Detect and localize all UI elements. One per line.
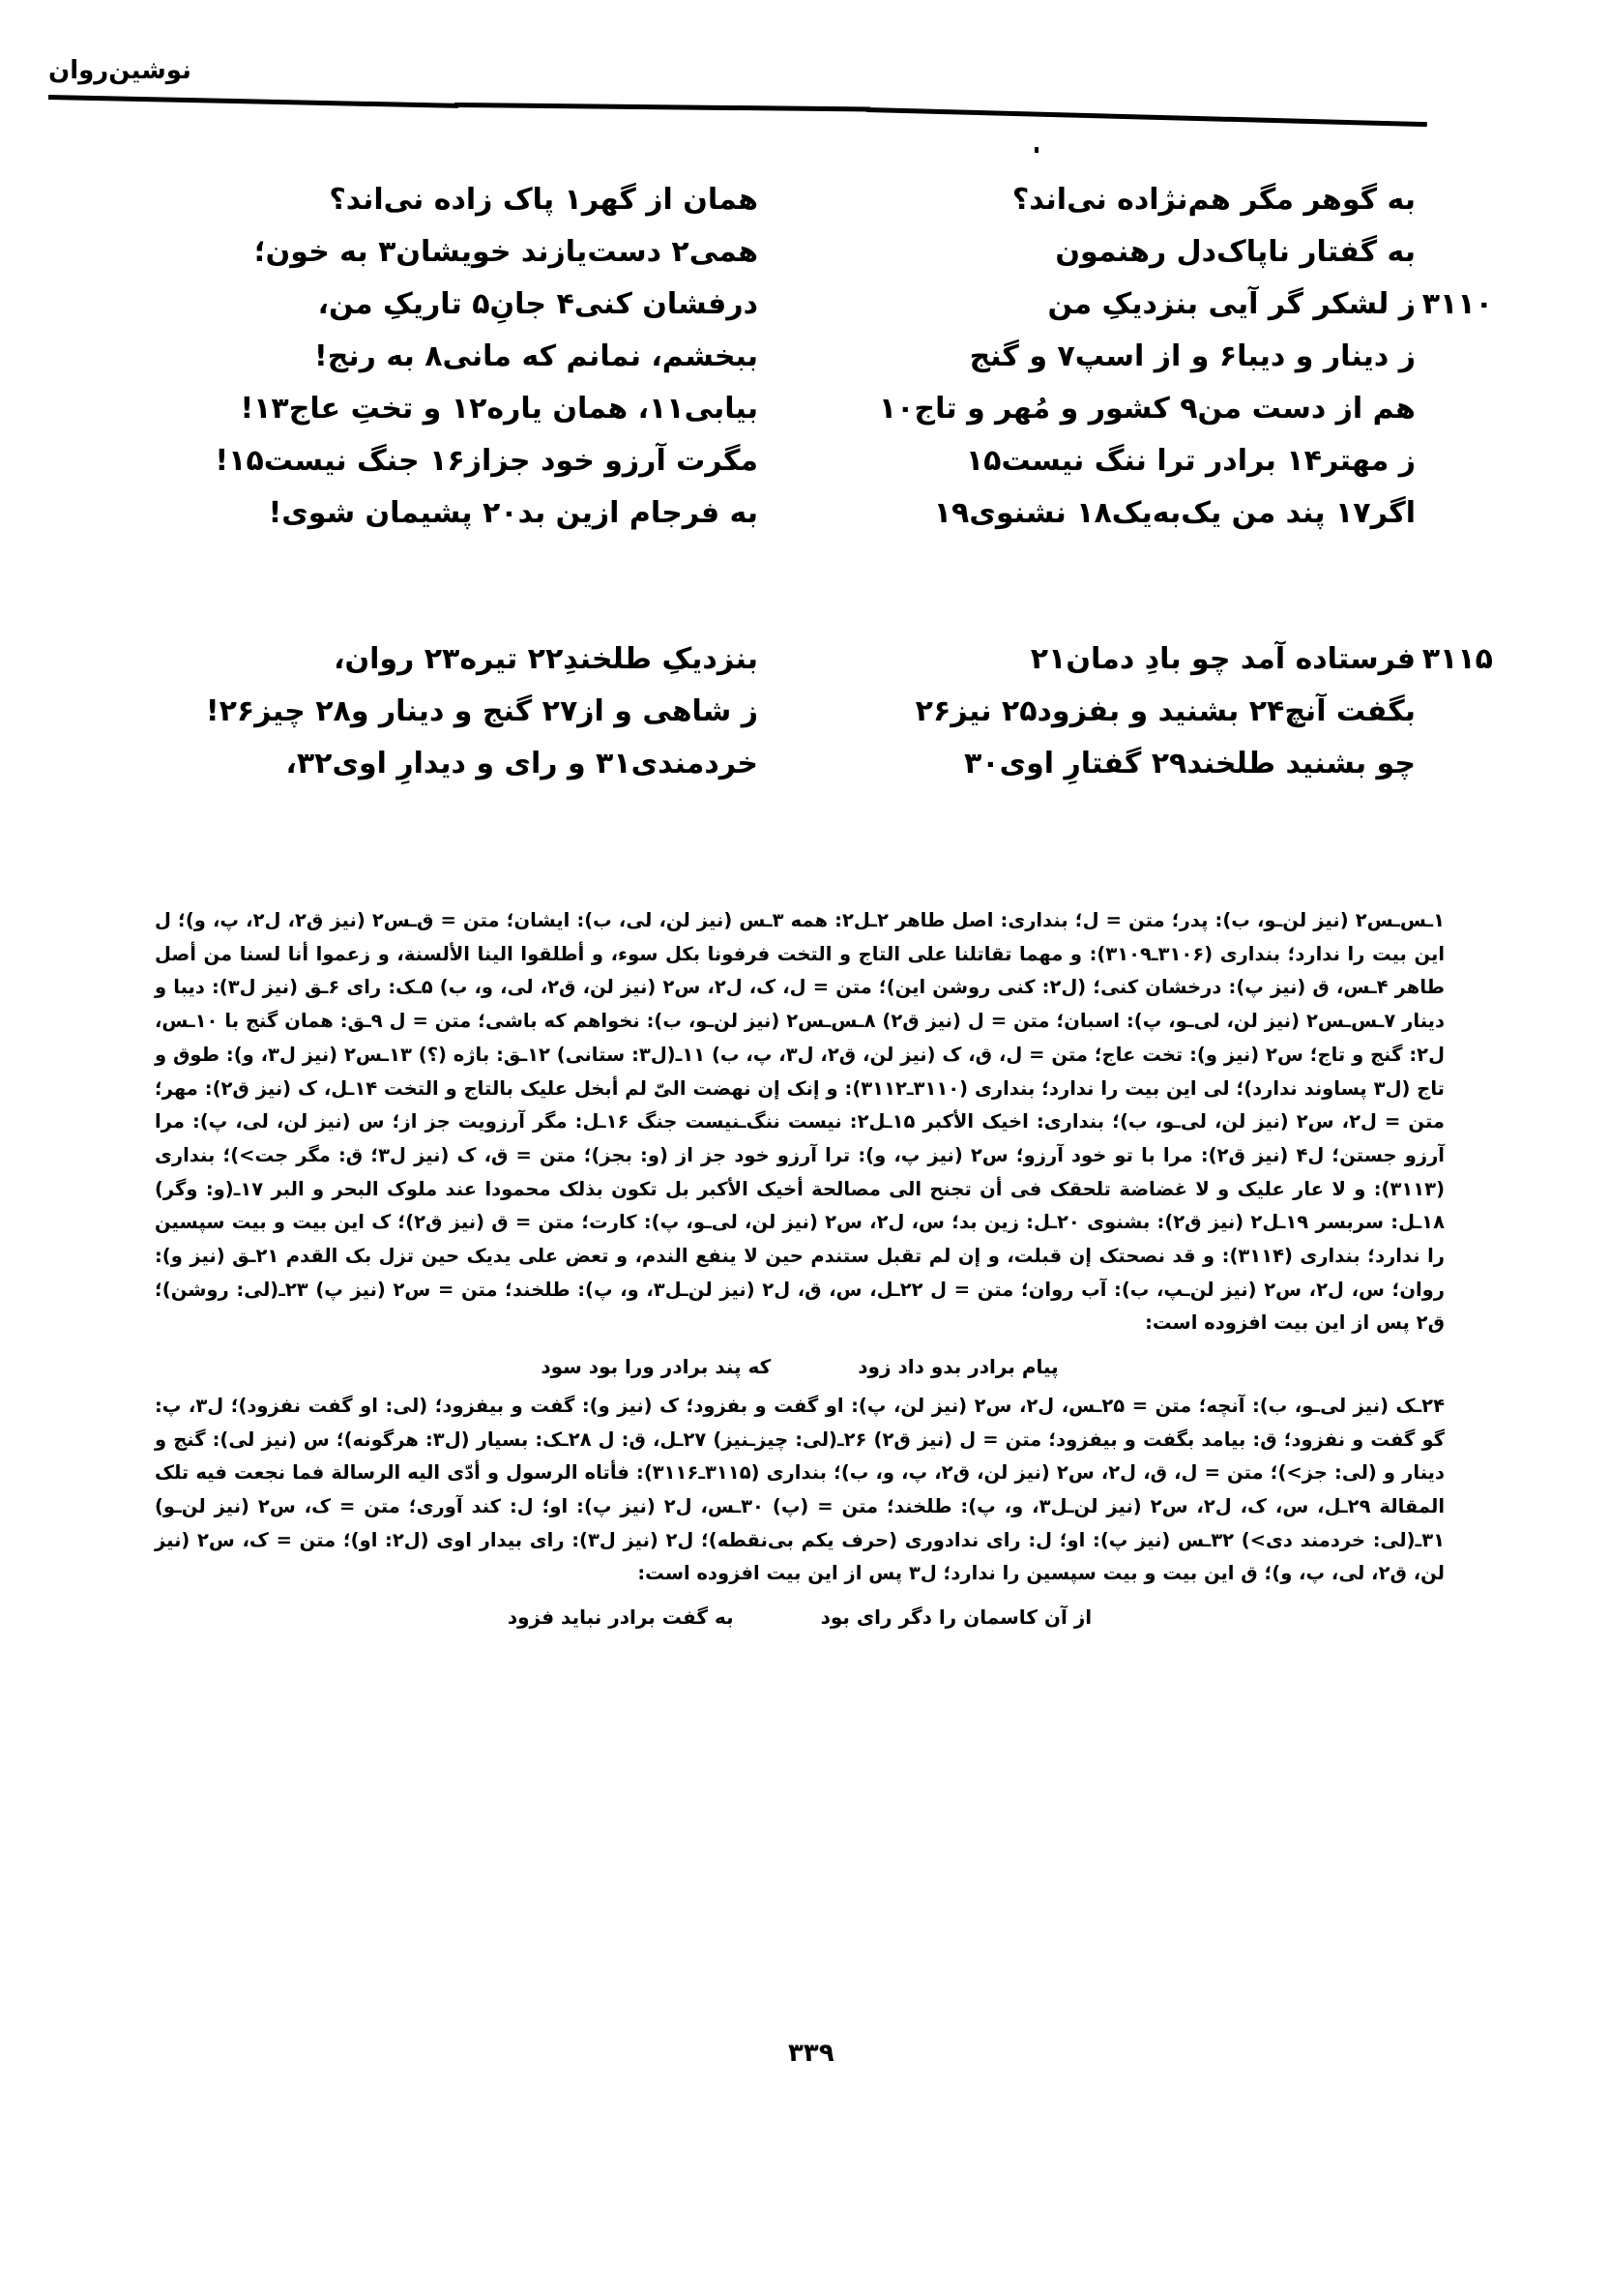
verse-line xyxy=(878,383,1416,435)
hemistich: ز دینار و دیبا۶ و از اسپ۷ و گنج xyxy=(969,339,1416,373)
hemistich: به گفتار ناپاک‌دل رهنمون xyxy=(1055,235,1416,269)
footnote-paragraph: ۱ـس‌ـس۲ (نیز لن‌ـو، ب): پدر؛ متن = ل؛ بنداری: اصل طاهر ۲ـل۲: همه ۳ـس (نیز لن، لی، ب): ایشان؛ متن = ق‌ـس۲ (نیز ق۲، ل۲، پ، و)؛ ل این بیت را ندارد؛ بنداری (۳۱۰۶ـ۳۱۰۹): و مهما تقاتلنا علی التاج و التخت فرفونا بکل سوء، و أطلقوا الینا الألسنة، و زعموا أنا لسنا من أصل طاهر ۴ـس، ق (نیز پ): درخشان کنی؛ (ل۲: کنی روشن این)؛ متن = ل، ک، ل۲، س۲ (نیز لن، ق۲، لی، و، ب) ۵ـک: رای ۶ـق (نیز ل۳): دیبا و دینار ۷ـس‌ـس۲ (نیز لن، لی‌ـو، پ): اسبان؛ متن = ل (نیز ق۲) ۸ـس‌ـس۲ (نیز لن‌ـو، ب): نخواهم که باشی؛ متن = ل ۹ـق: همان گنج با ۱۰ـس، ل۲: گنج و تاج؛ س۲ (نیز و): تخت عاج؛ متن = ل، ق، ک (نیز لن، ق۲، ل۳، پ، ب) ۱۱ـ(ل۳: ستانی) ۱۲ـق: باژه (؟) ۱۳ـس۲ (نیز ل۳، و): طوق و تاج (ل۳ پساوند ندارد)؛ لی این بیت را ندارد؛ بنداری (۳۱۱۰ـ۳۱۱۲): و إنک إن نهضت الیّ لم أبخل علیک بالتاج و التخت ۱۴ـل، ک (نیز ق۲): مهر؛ متن = ل۲، س۲ (نیز لن، لی‌ـو، ب)؛ بنداری: اخیک الأکبر ۱۵ـل۲: نیست ننگ‌ـنیست جنگ ۱۶ـل: مگر آرزویت جز از؛ س (نیز لن، لی، پ): مرا آرزو جستن؛ ل۴ (نیز ق۲): مرا با تو خود آرزو؛ س۲ (نیز پ، و): ترا آرزو خود جز از (و: بجز)؛ متن = ق، ک (نیز ل۳؛ ق: مگر جت>)؛ بنداری (۳۱۱۳): و لا عار علیک و لا غضاضة تلحقک فی أن تجنح الی مصالحة أخیک الأکبر بل تکون بذلک محمودا عند ملوک البحر و البر ۱۷ـ(و: وگر) ۱۸ـل: سربسر ۱۹ـل۲ (نیز ق۲): بشنوی ۲۰ـل: زین بد؛ س، ل۲، س۲ (نیز لن، لی‌ـو، پ): کارت؛ متن = ق (نیز ق۲)؛ ک این بیت و بیت سپسین را ندارد؛ بنداری (۳۱۱۴): و قد نصحتک إن قبلت، و إن لم تقبل ستندم حین لا ینفع الندم، و تعض علی یدیک حین تزل بک القدم ۲۱ـق (نیز و): روان؛ س، ل۲، س۲ (نیز لن‌ـپ، ب): آب روان؛ متن = ل ۲۲ـل، س، ق، ل۲ (نیز لن‌ـل۳، و، پ): طلخند؛ متن = س۲ (نیز پ) ۲۳ـ(لی: روشن)؛ ق۲ پس از این بیت افزوده است: xyxy=(155,909,1446,1335)
hemistich: به فرجام ازین بد۲۰ پشیمان شوی! xyxy=(268,496,758,530)
verse-line xyxy=(217,487,758,540)
verse-line xyxy=(217,383,758,435)
verse-column-right-1 xyxy=(878,174,1493,540)
hemistich: ببخشم، نمانم که مانی۸ به رنج! xyxy=(314,339,758,373)
header-rule xyxy=(48,95,458,108)
verse-line xyxy=(217,226,758,279)
verse-column-left-2 xyxy=(205,633,758,790)
hemistich: همی۲ دست‌یازند خویشان۳ به خون؛ xyxy=(253,235,758,269)
verse-line xyxy=(217,174,758,226)
verse-line xyxy=(893,331,1416,383)
verse-line xyxy=(205,686,758,738)
couplet-first-half: از آن کاسمان را دگر رای بود xyxy=(820,1605,1093,1630)
hemistich: فرستاده آمد چو بادِ دمان۲۱ xyxy=(1030,642,1416,676)
couplet-second-half: که پند برادر ورا بود سود xyxy=(541,1355,772,1379)
hemistich: بنزدیکِ طلخندِ۲۲ تیره۲۳ روان، xyxy=(334,642,758,676)
footnote-couplet xyxy=(155,1601,1445,1634)
verse-line xyxy=(893,487,1416,540)
verse-line-number: ۳۱۱۵ xyxy=(1421,642,1493,676)
verse-line-number: ۳۱۱۰ xyxy=(1421,287,1493,321)
footnotes xyxy=(155,904,1445,1640)
verse-column-right-2 xyxy=(893,633,1493,790)
verse-line xyxy=(893,686,1416,738)
header-rule xyxy=(866,107,1427,127)
verse-line xyxy=(217,279,758,331)
running-title: نوشین‌روان xyxy=(48,56,191,85)
hemistich: بیابی۱۱، همان یاره۱۲ و تختِ عاج۱۳! xyxy=(240,392,758,426)
page-number: ۳۳۹ xyxy=(788,2039,834,2068)
verse-column-left-1 xyxy=(217,174,758,540)
header-rule xyxy=(454,103,870,112)
hemistich: ز مهتر۱۴ برادر ترا ننگ نیست۱۵ xyxy=(965,444,1416,478)
couplet-second-half: به گفت برادر نباید فزود xyxy=(507,1605,734,1630)
hemistich: درفشان کنی۴ جانِ۵ تاریکِ من، xyxy=(317,287,758,321)
hemistich: اگر۱۷ پند من یک‌به‌یک۱۸ نشنوی۱۹ xyxy=(933,496,1416,530)
hemistich: چو بشنید طلخند۲۹ گفتارِ اوی۳۰ xyxy=(963,747,1416,780)
verse-line xyxy=(217,633,758,686)
verse-line xyxy=(893,174,1416,226)
footnote-paragraph: ۲۴ـک (نیز لی‌ـو، ب): آنچه؛ متن = ۲۵ـس، ل۲، س۲ (نیز لن، پ): او گفت و بفزود؛ ک (نیز و): گفت و بیفزود؛ (لی: او گفت نفزود)؛ ل۳، پ: گو گفت و نفزود؛ ق: بیامد بگفت و بیفزود؛ متن = ل (نیز ق۲) ۲۶ـ(لی: چیز‌ـنیز) ۲۷ـل، ق: ل ۲۸ـک: بسیار (ل۳: هرگونه)؛ س (نیز لی): گنج و دینار و (لی: جز>)؛ متن = ل، ق، ل۲، س۲ (نیز لن، ق۲، پ، و، ب)؛ بنداری (۳۱۱۵ـ۳۱۱۶): فأتاه الرسول و أدّی الیه الرسالة فما نجعت فیه تلک المقالة ۲۹ـل، س، ک، ل۲، س۲ (نیز لن‌ـل۳، و، پ): طلخند؛ متن = (پ) ۳۰ـس، ل۲ (نیز پ): او؛ ل: کند آوری؛ متن = ک، س۲ (نیز لن‌ـو) ۳۱ـ(لی: خردمند دی>) ۳۲ـس (نیز پ): او؛ ل: رای ندادوری (حرف یکم بی‌نقطه)؛ ل۲ (نیز ل۳): رای بیدار اوی (ل۲: او)؛ متن = ک، س۲ (نیز لن، ق۲، لی، پ، و)؛ ق این بیت و بیت سپسین را ندارد؛ ل۳ پس از این بیت افزوده است: xyxy=(155,1394,1446,1585)
footnote-couplet xyxy=(155,1350,1445,1384)
hemistich: ز شاهی و از۲۷ گنج و دینار و۲۸ چیز۲۶! xyxy=(205,694,758,728)
hemistich: همان از گهر۱ پاک زاده نی‌اند؟ xyxy=(329,183,758,217)
hemistich: ز لشکر گر آیی بنزدیکِ من xyxy=(1047,287,1416,321)
hemistich: خردمندی۳۱ و رای و دیدارِ اوی۳۲، xyxy=(285,747,758,780)
verse-line xyxy=(893,226,1416,279)
hemistich: هم از دست من۹ کشور و مُهر و تاج۱۰ xyxy=(878,392,1416,426)
verse-line xyxy=(893,633,1493,686)
hemistich: بگفت آنچ۲۴ بشنید و بفزود۲۵ نیز۲۶ xyxy=(915,694,1416,728)
ink-dot xyxy=(1035,147,1039,153)
verse-line xyxy=(217,435,758,487)
verse-line xyxy=(893,435,1416,487)
couplet-first-half: پیام برادر بدو داد زود xyxy=(858,1355,1059,1379)
hemistich: به گوهر مگر هم‌نژاده نی‌اند؟ xyxy=(1011,183,1416,217)
verse-line xyxy=(217,331,758,383)
verse-line xyxy=(893,279,1493,331)
verse-line xyxy=(217,738,758,790)
verse-line xyxy=(893,738,1416,790)
hemistich: مگرت آرزو خود جزاز۱۶ جنگ نیست۱۵! xyxy=(215,444,758,478)
